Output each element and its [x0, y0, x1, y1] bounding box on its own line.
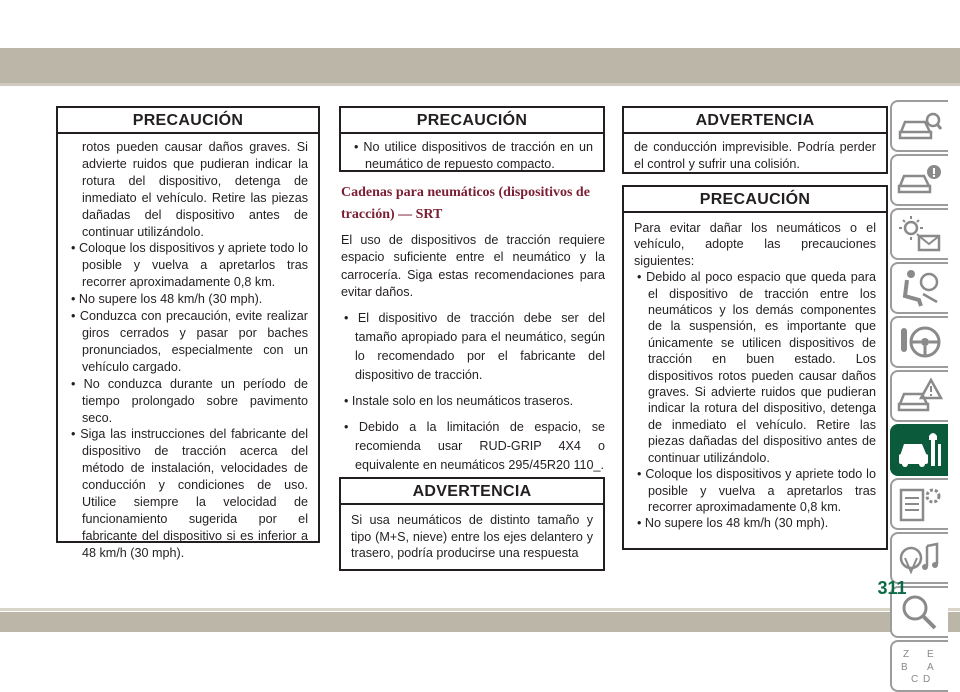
caution-bullet: • No conduzca durante un período de tiempo prolongado sobre pavimento seco.	[71, 376, 308, 425]
warning-body	[341, 505, 603, 570]
caution-title: PRECAUCIÓN	[624, 187, 886, 213]
section-heading: Cadenas para neumáticos (dispositivos de tracción) — SRT	[341, 185, 590, 222]
caution-bullet: • Coloque los dispositivos y apriete todo lo posible y vuelva a apretarlos tras recorrer aproximadamente 0,8 km.	[71, 241, 308, 290]
tab-car-search[interactable]	[890, 100, 948, 152]
index-letters-icon	[897, 646, 943, 686]
warning-title: ADVERTENCIA	[624, 108, 886, 134]
caution-intro: Para evitar dañar los neumáticos o el vehículo, adopte las precauciones siguientes:	[634, 221, 876, 268]
caution-bullet: • Siga las instrucciones del fabricante del dispositivo de tracción acerca del método de instalación, velocidades de conducción y condiciones de uso. Utilice siempre la velocidad de funcionamiento sugerida por el fabricante del dispositivo si es inferior a 48 km/h (30 mph).	[71, 427, 308, 560]
caution-body	[58, 134, 318, 570]
index-letter: A	[927, 662, 934, 673]
caution-title: PRECAUCIÓN	[341, 108, 603, 134]
index-letter: B	[901, 662, 908, 673]
top-band-line	[0, 83, 960, 86]
warning-box-col2	[339, 477, 605, 571]
caution-box-col2	[339, 106, 605, 172]
section-bullet: • Instale solo en los neumáticos traseros.	[344, 394, 574, 409]
section-bullet: • El dispositivo de tracción debe ser del tamaño apropiado para el neumático, según lo recomendado por el fabricante del dispositivo de tracción.	[344, 311, 605, 383]
bottom-band	[0, 612, 960, 632]
steering-wheel-icon	[897, 322, 943, 362]
index-letter: D	[923, 674, 931, 685]
section-paragraph: El uso de dispositivos de tracción requiere espacio suficiente entre el neumático y la carrocería. Siga estas recomendaciones para evitar daños.	[341, 233, 605, 299]
section-text	[341, 232, 605, 481]
seat-airbag-icon	[897, 268, 943, 308]
dashboard-lights-icon	[897, 214, 943, 254]
tab-specs-gear[interactable]	[890, 478, 948, 530]
car-info-icon	[897, 160, 943, 200]
index-letter: C	[911, 674, 919, 685]
index-letter: Z	[903, 649, 910, 660]
tab-steering-wheel[interactable]	[890, 316, 948, 368]
caution-intro: rotos pueden causar daños graves. Si advierte ruidos que pudieran indicar la rotura del dispositivo, detenga de inmediato el vehículo. Retire las piezas dañadas del dispositivo antes de continuar utilizándolo.	[82, 140, 308, 239]
hazard-car-icon	[897, 376, 943, 416]
caution-bullet: • No supere los 48 km/h (30 mph).	[637, 516, 829, 531]
caution-body	[341, 134, 603, 180]
caution-box-col1	[56, 106, 320, 560]
specs-gear-icon	[897, 484, 943, 524]
page-number: 311	[877, 578, 907, 598]
tab-car-wrench[interactable]	[890, 424, 948, 476]
warning-text: de conducción imprevisible. Podría perder el control y sufrir una colisión.	[634, 140, 876, 171]
tab-multimedia[interactable]	[890, 532, 948, 584]
caution-bullet: • Coloque los dispositivos y apriete todo lo posible y vuelva a apretarlos tras recorrer aproximadamente 0,8 km.	[637, 467, 876, 514]
warning-title: ADVERTENCIA	[341, 479, 603, 505]
tab-index[interactable]	[890, 640, 948, 692]
bottom-band-line	[0, 608, 960, 611]
tab-seat-airbag[interactable]	[890, 262, 948, 314]
caution-box-col3	[622, 185, 888, 550]
multimedia-icon	[897, 538, 943, 578]
tab-hazard-car[interactable]	[890, 370, 948, 422]
section-bullet: • Debido a la limitación de espacio, se recomienda usar RUD-GRIP 4X4 o equivalente en neumáticos 295/45R20 110_.	[344, 420, 605, 473]
caution-bullet: • Conduzca con precaución, evite realizar giros cerrados y pasar por baches pronunciados, especialmente con un vehículo cargado.	[71, 309, 308, 374]
caution-body	[624, 213, 886, 540]
car-wrench-icon	[897, 430, 943, 470]
caution-bullet: • No supere los 48 km/h (30 mph).	[71, 292, 263, 307]
index-letter: E	[927, 649, 934, 660]
caution-bullet: • Debido al poco espacio que queda para el dispositivo de tracción entre los neumáticos y los demás componentes de la suspensión, es importante que únicamente se utilicen dispositivos de tracción en buen estado. Los dispositivos rotos pueden causar daños graves. Si advierte ruidos que pudieran indicar la rotura del dispositivo, detenga de inmediato el vehículo. Retire las piezas dañadas del dispositivo antes de continuar utilizándolo.	[637, 270, 876, 465]
caution-title: PRECAUCIÓN	[58, 108, 318, 134]
warning-box-col3	[622, 106, 888, 174]
warning-text: Si usa neumáticos de distinto tamaño y tipo (M+S, nieve) entre los ejes delantero y trasero, podría producirse una respuesta	[351, 513, 593, 561]
top-band	[0, 48, 960, 83]
caution-bullet: • No utilice dispositivos de tracción en un neumático de repuesto compacto.	[354, 140, 593, 171]
tab-car-info[interactable]	[890, 154, 948, 206]
car-search-icon	[897, 106, 943, 146]
warning-body	[624, 134, 886, 180]
tab-dashboard-lights[interactable]	[890, 208, 948, 260]
